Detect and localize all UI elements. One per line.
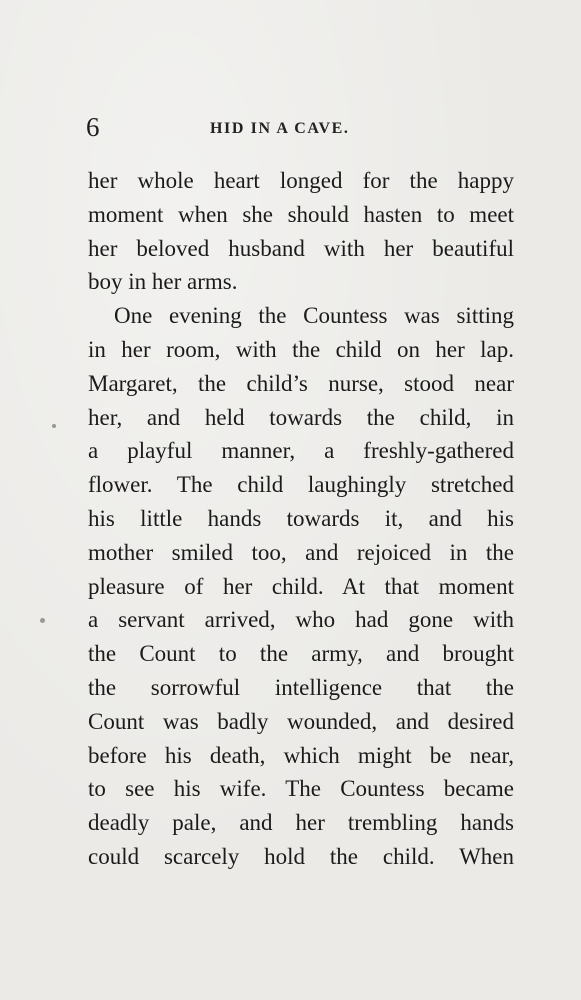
paper-speck	[52, 424, 56, 428]
text-line: Margaret, the child’s nurse, stood near	[88, 370, 514, 396]
text-line: the sorrowful intelligence that the	[88, 674, 514, 700]
text-line: before his death, which might be near,	[88, 742, 514, 768]
text-line: her whole heart longed for the happy	[88, 168, 514, 193]
text-line: moment when she should hasten to meet	[88, 201, 514, 227]
text-line: Count was badly wounded, and desired	[88, 708, 514, 734]
running-head: HID IN A CAVE.	[210, 120, 350, 137]
text-line: the Count to the army, and brought	[88, 641, 514, 667]
text-line: her, and held towards the child, in	[88, 404, 514, 430]
text-line: One evening the Countess was sitting	[114, 303, 514, 329]
text-line: a servant arrived, who had gone with	[88, 607, 514, 633]
text-line: pleasure of her child. At that moment	[88, 573, 514, 599]
text-line: could scarcely hold the child. When	[88, 843, 514, 869]
text-line: to see his wife. The Countess became	[88, 776, 514, 802]
body-text	[88, 164, 514, 874]
text-line: mother smiled too, and rejoiced in the	[88, 539, 514, 565]
page-number: 6	[86, 112, 100, 142]
page-header	[0, 110, 581, 150]
text-line: his little hands towards it, and his	[88, 505, 514, 531]
text-line: in her room, with the child on her lap.	[88, 336, 514, 362]
text-line: deadly pale, and her trembling hands	[88, 810, 514, 836]
text-line: her beloved husband with her beautiful	[88, 235, 514, 261]
text-line: flower. The child laughingly stretched	[88, 472, 514, 498]
text-line: a playful manner, a freshly-gathered	[88, 438, 514, 464]
paper-speck	[40, 618, 45, 623]
text-line: boy in her arms.	[88, 269, 238, 295]
